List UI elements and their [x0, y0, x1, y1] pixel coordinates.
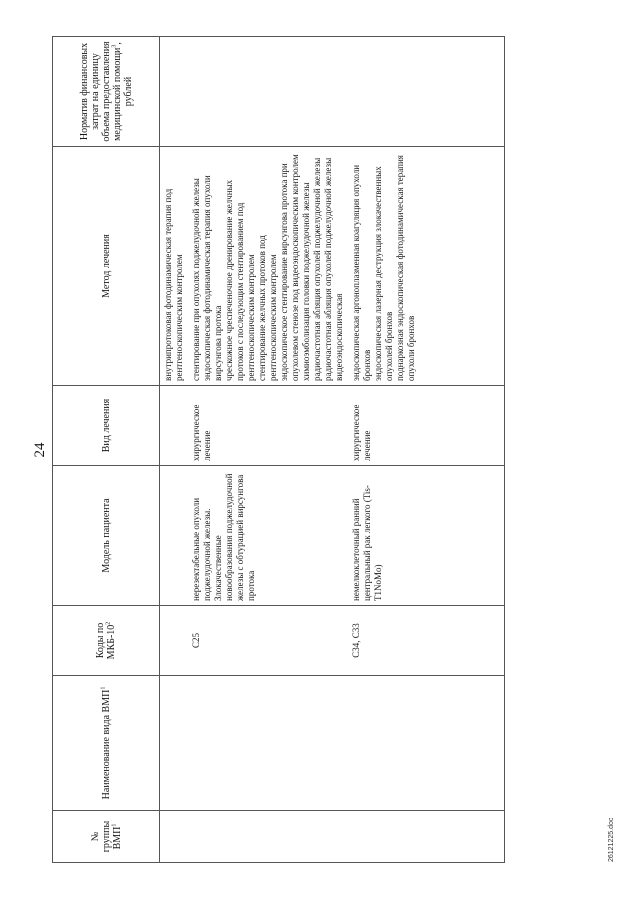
table-cell — [348, 676, 505, 811]
page-number: 24 — [32, 442, 48, 458]
model-cell: немелкоклеточный ранний центральный рак легкого (Tis-T1NoMo) — [348, 466, 505, 606]
header-model: Модель пациента — [53, 466, 160, 606]
table-cell — [188, 676, 348, 811]
footer-filename: 26121225.doc — [608, 817, 615, 862]
table-row — [188, 37, 348, 863]
rotated-sheet — [20, 30, 620, 870]
table-cell — [160, 676, 189, 811]
treatment-cell: хирургическое лечение — [188, 386, 348, 466]
table-cell — [160, 606, 189, 676]
icd-code-cell: C25 — [188, 606, 348, 676]
table-cell — [188, 37, 348, 147]
table-row — [348, 37, 505, 863]
treatment-cell: хирургическое лечение — [348, 386, 505, 466]
header-group-no: № группы ВМП$^1$ — [53, 811, 160, 863]
table-cell — [348, 37, 505, 147]
header-treatment: Вид лечения — [53, 386, 160, 466]
header-codes: Коды по МКБ-$10^2$ — [53, 606, 160, 676]
table-row — [160, 37, 189, 863]
table-cell — [160, 386, 189, 466]
table-cell — [160, 811, 189, 863]
header-cost: Норматив финансовых затрат на единицу объема предоставления медицинской помощи$^3$, рублей — [53, 37, 160, 147]
method-cell: внутрипротоковая фотодинамическая терапия под рентгеноскопическим контролем — [160, 147, 189, 386]
table-cell — [188, 811, 348, 863]
model-cell: нерезектабельные опухоли поджелудочной железы. Злокачественные новообразования поджелудочной железы с обтурацией вирсунгова протока — [188, 466, 348, 606]
table-cell — [160, 466, 189, 606]
method-cell: эндоскопическая аргоноплазменная коагуляция опухоли бронхов эндоскопическая лазерная деструкция злокачественных опухолей бронхов поднаркозная эндоскопическая фотодинамическая терапия опухоли бронхов — [348, 147, 505, 386]
icd-code-cell: C34, C33 — [348, 606, 505, 676]
table-cell — [160, 37, 189, 147]
header-method: Метод лечения — [53, 147, 160, 386]
table-cell — [348, 811, 505, 863]
header-name: Наименование вида ВМП$^1$ — [53, 676, 160, 811]
vmp-table — [52, 36, 505, 863]
table-header-row — [53, 37, 160, 863]
method-cell: стентирование при опухолях поджелудочной железы эндоскопическая фотодинамическая терапия опухоли вирсунгова протока чрескожное чреспеченочное дренирование желчных протоков с последующим стентированием под рентгеноскопическим контролем стентирование желчных протоков под рентгеноскопическим контролем эндоскопическое стентирование вирсунгова протока при опухолевом стенозе под видеоэндоскопическим контролем химиоэмболизация головки поджелудочной железы радиочастотная абляция опухолей поджелудочной железы радиочастотная абляция опухолей поджелудочной железы видеоэндоскопическая — [188, 147, 348, 386]
